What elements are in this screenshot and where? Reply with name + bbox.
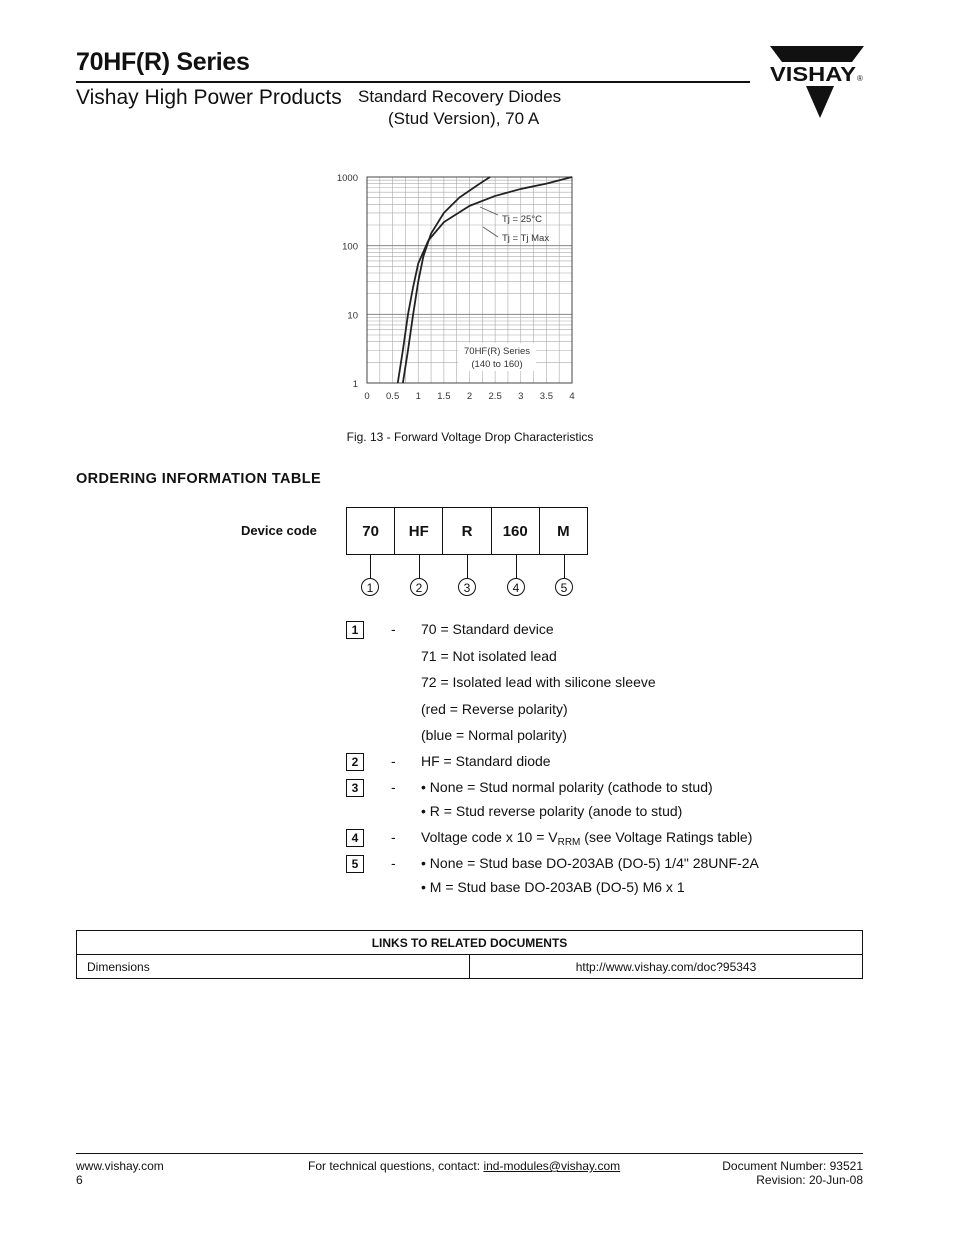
key-item4-line1 bbox=[421, 829, 752, 848]
x-tick-label: 4 bbox=[569, 391, 575, 402]
key-item1-line4: (red = Reverse polarity) bbox=[421, 701, 568, 717]
x-tick-label: 1.5 bbox=[437, 391, 451, 402]
logo-registered: ® bbox=[857, 74, 863, 83]
x-tick-label: 0 bbox=[364, 391, 370, 402]
code-leader-5 bbox=[564, 555, 565, 578]
device-code-label: Device code bbox=[241, 523, 317, 538]
y-tick-labels bbox=[337, 173, 358, 390]
annotation-tjmax: Tj = Tj Max bbox=[502, 233, 550, 244]
logo-text: VISHAY bbox=[770, 64, 857, 86]
key-item5-line1: • None = Stud base DO-203AB (DO-5) 1/4" 28UNF-2A bbox=[421, 855, 759, 871]
series-label-2: (140 to 160) bbox=[471, 359, 523, 370]
key-dash-4: - bbox=[391, 829, 396, 845]
footer-website[interactable]: www.vishay.com bbox=[76, 1159, 164, 1173]
code-leader-2 bbox=[419, 555, 420, 578]
product-type-line2: (Stud Version), 70 A bbox=[388, 109, 540, 128]
key-dash-3: - bbox=[391, 779, 396, 795]
key-item1-line5: (blue = Normal polarity) bbox=[421, 727, 567, 743]
key-item1-line3: 72 = Isolated lead with silicone sleeve bbox=[421, 674, 656, 690]
key-box-4: 4 bbox=[346, 829, 364, 847]
x-tick-label: 2.5 bbox=[488, 391, 502, 402]
key-item3-line1: • None = Stud normal polarity (cathode to stud) bbox=[421, 779, 713, 795]
code-cell-3: R bbox=[443, 508, 491, 554]
series-label-1: 70HF(R) Series bbox=[464, 346, 530, 357]
footer-revision: Revision: 20-Jun-08 bbox=[756, 1173, 863, 1187]
code-cell-4: 160 bbox=[492, 508, 540, 554]
product-type bbox=[358, 86, 561, 130]
annotation-tj25: Tj = 25°C bbox=[502, 214, 542, 225]
footer-contact bbox=[308, 1159, 620, 1173]
code-cell-2: HF bbox=[395, 508, 443, 554]
header-rule bbox=[76, 81, 750, 83]
key-item4-sub: RRM bbox=[557, 837, 581, 848]
footer-rule bbox=[76, 1153, 863, 1154]
links-table-header: LINKS TO RELATED DOCUMENTS bbox=[77, 931, 863, 955]
key-item4-prefix: Voltage code x 10 = V bbox=[421, 829, 558, 845]
x-tick-label: 2 bbox=[466, 391, 473, 402]
x-tick-label: 1 bbox=[415, 391, 421, 402]
x-tick-label: 0.5 bbox=[386, 391, 400, 402]
vishay-logo bbox=[768, 44, 866, 120]
page-subtitle: Vishay High Power Products bbox=[76, 86, 342, 109]
links-table bbox=[76, 930, 863, 979]
code-leader-3 bbox=[467, 555, 468, 578]
key-box-1: 1 bbox=[346, 621, 364, 639]
key-item3-line2: • R = Stud reverse polarity (anode to stud) bbox=[421, 803, 683, 819]
key-item1-line1: 70 = Standard device bbox=[421, 621, 554, 637]
code-circle-4: 4 bbox=[507, 578, 525, 596]
code-leader-4 bbox=[516, 555, 517, 578]
y-tick-label: 1000 bbox=[336, 173, 358, 184]
key-item1-line2: 71 = Not isolated lead bbox=[421, 648, 557, 664]
code-circle-3: 3 bbox=[458, 578, 476, 596]
key-dash-1: - bbox=[391, 621, 396, 637]
y-tick-label: 10 bbox=[347, 310, 358, 322]
footer-contact-prefix: For technical questions, contact: bbox=[308, 1159, 484, 1173]
code-cell-5: M bbox=[557, 522, 570, 540]
code-leader-1 bbox=[370, 555, 371, 578]
links-row-label: Dimensions bbox=[77, 955, 470, 979]
x-tick-labels bbox=[364, 391, 574, 402]
code-circle-2: 2 bbox=[410, 578, 428, 596]
table-row bbox=[77, 955, 863, 979]
page-title: 70HF(R) Series bbox=[76, 48, 250, 76]
code-cell-1: 70 bbox=[347, 508, 395, 554]
key-item5-line2: • M = Stud base DO-203AB (DO-5) M6 x 1 bbox=[421, 879, 685, 895]
links-row-url[interactable]: http://www.vishay.com/doc?95343 bbox=[470, 955, 863, 979]
key-box-3: 3 bbox=[346, 779, 364, 797]
footer-page-number: 6 bbox=[76, 1173, 83, 1187]
y-tick-label: 1 bbox=[352, 379, 358, 390]
key-box-5: 5 bbox=[346, 855, 364, 873]
product-type-line1: Standard Recovery Diodes bbox=[358, 87, 562, 106]
figure-caption: Fig. 13 - Forward Voltage Drop Characteristics bbox=[346, 430, 594, 444]
forward-voltage-chart bbox=[325, 165, 587, 411]
y-tick-label: 100 bbox=[342, 241, 358, 253]
annotation-leader-tjmax bbox=[483, 227, 498, 237]
key-item4-suffix: (see Voltage Ratings table) bbox=[580, 829, 753, 845]
key-dash-5: - bbox=[391, 855, 396, 871]
footer-doc-number: Document Number: 93521 bbox=[722, 1159, 863, 1173]
key-item2-line1: HF = Standard diode bbox=[421, 753, 551, 769]
x-tick-label: 3.5 bbox=[539, 391, 553, 402]
footer-contact-email[interactable]: ind-modules@vishay.com bbox=[483, 1159, 621, 1173]
x-tick-label: 3 bbox=[518, 391, 524, 402]
code-circle-5: 5 bbox=[555, 578, 573, 596]
ordering-heading: ORDERING INFORMATION TABLE bbox=[76, 471, 322, 487]
device-code-box bbox=[346, 507, 588, 555]
key-dash-2: - bbox=[391, 753, 396, 769]
code-circle-1: 1 bbox=[361, 578, 379, 596]
key-box-2: 2 bbox=[346, 753, 364, 771]
